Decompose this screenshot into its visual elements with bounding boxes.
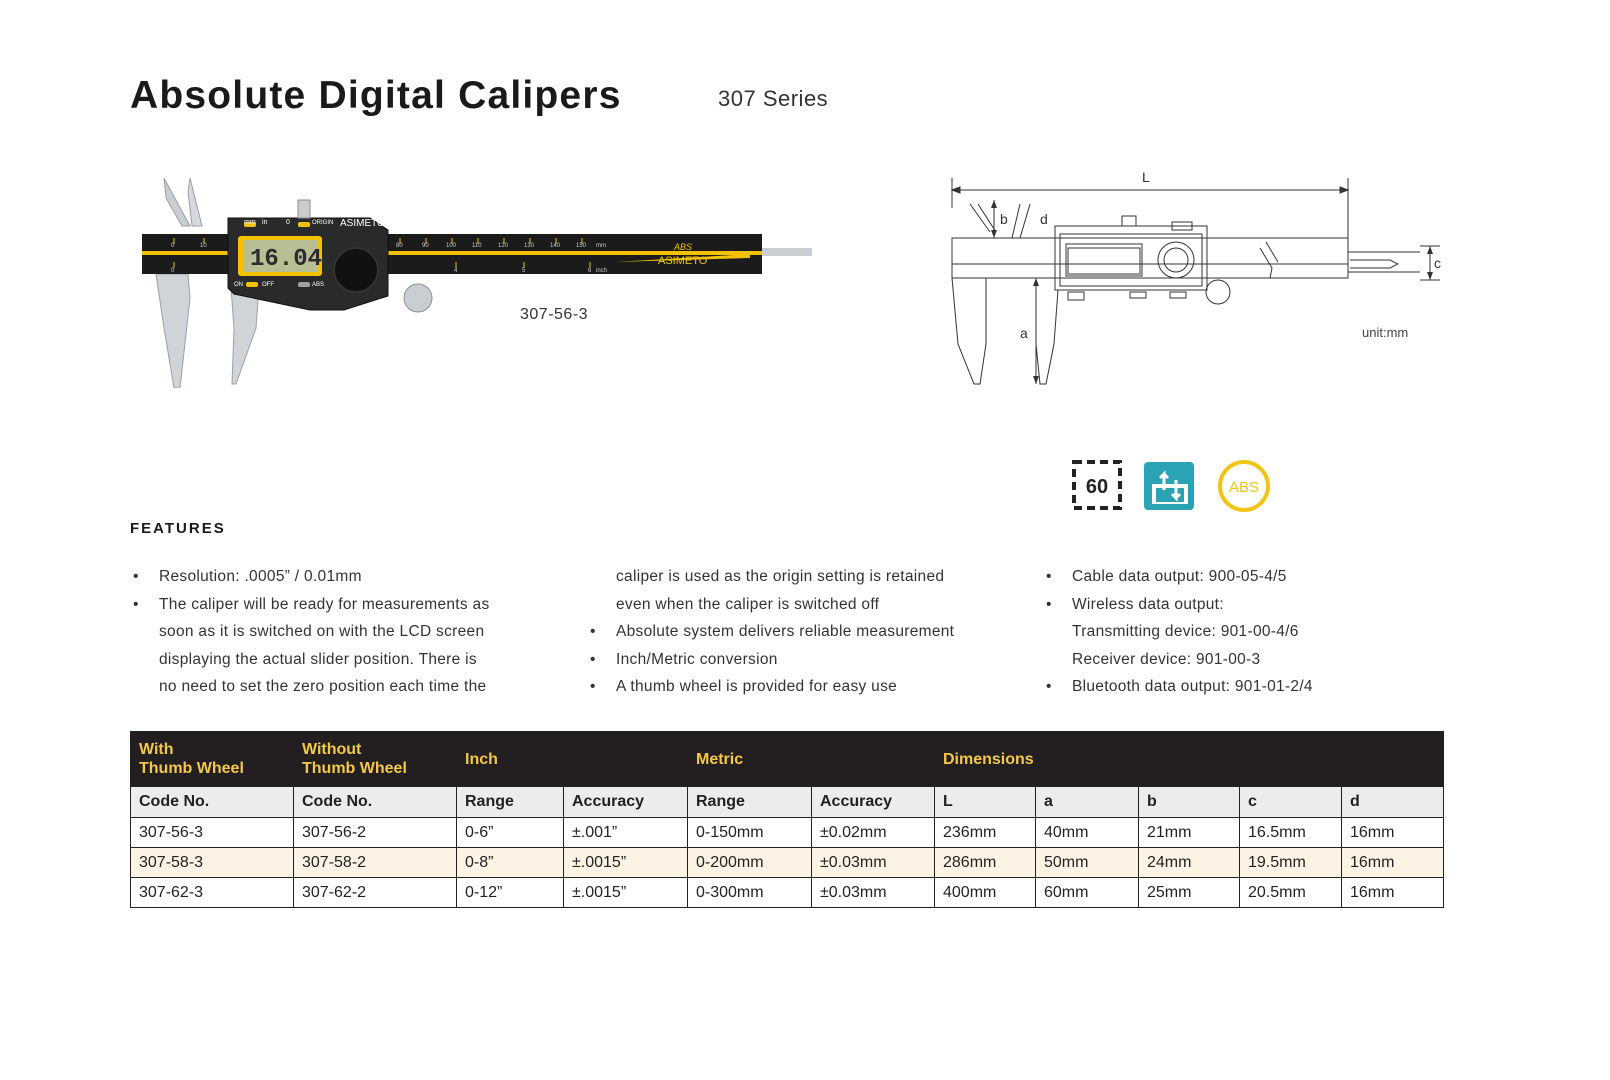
inch-scale-5: 5 [522,268,526,274]
feature-item-continuation: displaying the actual slider position. There is [159,650,477,668]
abs-badge-icon [1220,462,1268,510]
metric-scale-10: 10 [200,243,207,249]
column-header: c [1240,787,1342,818]
column-header: a [1036,787,1139,818]
table-cell: 21mm [1139,818,1240,848]
table-cell: 16mm [1342,818,1444,848]
feature-item: • A thumb wheel is provided for easy use [587,673,1007,701]
inch-scale-6: 6 [588,268,592,274]
group-header-inch: Inch [457,732,688,787]
table-cell: 286mm [935,848,1036,878]
inch-scale-unit: inch [596,268,608,274]
ip60-badge-label: 60 [1085,476,1109,498]
table-cell: 0-200mm [688,848,812,878]
table-cell: 307-58-2 [294,848,457,878]
table-row [131,848,1444,878]
data-output-badge-icon [1144,462,1194,510]
metric-scale-80: 80 [396,243,403,249]
table-cell: ±0.03mm [812,878,935,908]
group-header-without-thumb-wheel: Without Thumb Wheel [294,732,457,787]
table-cell: 307-56-3 [131,818,294,848]
table-cell: 16.5mm [1240,818,1342,848]
table-cell: 25mm [1139,878,1240,908]
column-header: b [1139,787,1240,818]
feature-item-continuation: Transmitting device: 901-00-4/6 [1072,623,1299,640]
table-cell: ±.001” [564,818,688,848]
dim-c-label: c [1434,255,1441,271]
feature-item: • The caliper will be ready for measurements as [130,591,560,619]
feature-badges [1072,460,1272,514]
metric-scale-110: 110 [472,243,482,249]
feature-item: • Resolution: .0005” / 0.01mm [130,563,560,591]
metric-scale-unit: mm [596,243,606,249]
switch-origin-label: ORIGIN [312,220,334,226]
photo-code-label: 307-56-3 [520,306,589,323]
table-cell: ±.0015” [564,878,688,908]
caliper-photo [138,178,838,388]
inch-scale-0: 0 [171,268,175,274]
dim-b-label: b [1000,211,1008,227]
table-cell: 0-150mm [688,818,812,848]
features-column-1 [130,563,560,701]
dim-a-label: a [1020,325,1028,341]
lcd-reading: 16.04 [250,246,323,273]
column-header: Range [457,787,564,818]
caliper-abs-logo: ABS [674,242,693,252]
column-header: L [935,787,1036,818]
table-cell: 307-62-2 [294,878,457,908]
column-header: d [1342,787,1444,818]
feature-item: • Inch/Metric conversion [587,646,1007,674]
table-cell: 40mm [1036,818,1139,848]
column-header: Range [688,787,812,818]
column-header: Accuracy [812,787,935,818]
switch-abs-label: ABS [312,282,325,288]
group-header-dimensions: Dimensions [935,732,1444,787]
unit-label: unit:mm [1362,325,1409,340]
feature-item: • Absolute system delivers reliable measurement [587,618,1007,646]
caliper-brand-label: ASIMETO [340,218,385,229]
table-cell: 0-300mm [688,878,812,908]
table-cell: 400mm [935,878,1036,908]
table-row [131,818,1444,848]
column-header: Accuracy [564,787,688,818]
table-cell: ±.0015” [564,848,688,878]
dimension-drawing [950,168,1450,398]
group-header-metric: Metric [688,732,935,787]
switch-off-label: OFF [262,282,274,288]
table-cell: 0-6” [457,818,564,848]
features-heading: FEATURES [130,520,226,537]
metric-scale-0: 0 [171,243,175,249]
series-label: 307 Series [718,86,829,111]
table-cell: 0-12” [457,878,564,908]
abs-badge-label: ABS [1228,479,1260,496]
table-cell: 16mm [1342,878,1444,908]
table-cell: 50mm [1036,848,1139,878]
inch-scale-4: 4 [454,268,458,274]
metric-scale-120: 120 [498,243,509,249]
table-cell: ±0.03mm [812,848,935,878]
metric-scale-150: 150 [576,243,587,249]
table-cell: 236mm [935,818,1036,848]
feature-item: • Cable data output: 900-05-4/5 [1043,563,1443,591]
column-header: Code No. [131,787,294,818]
column-header: Code No. [294,787,457,818]
feature-item-continuation: no need to set the zero position each time the [159,678,487,695]
group-header-with-thumb-wheel: With Thumb Wheel [131,732,294,787]
table-cell: 24mm [1139,848,1240,878]
ip60-badge-icon [1074,462,1120,508]
table-cell: 16mm [1342,848,1444,878]
metric-scale-100: 100 [446,243,457,249]
switch-on-label: ON [234,282,243,288]
table-cell: 60mm [1036,878,1139,908]
feature-item-continuation: soon as it is switched on with the LCD screen [159,623,485,640]
switch-in-label: in [262,219,268,226]
features-column-3 [1043,563,1443,701]
features-column-2 [587,563,1007,701]
feature-item-continuation: even when the caliper is switched off [616,595,880,613]
feature-item: • Bluetooth data output: 901-01-2/4 [1043,673,1443,701]
table-row [131,878,1444,908]
table-cell: ±0.02mm [812,818,935,848]
feature-item: • Wireless data output: [1043,591,1443,619]
table-cell: 307-56-2 [294,818,457,848]
table-group-header-row [131,732,1444,787]
table-column-header-row [131,787,1444,818]
table-cell: 0-8” [457,848,564,878]
feature-item-continuation: Receiver device: 901-00-3 [1072,650,1261,668]
metric-scale-90: 90 [422,243,429,249]
table-cell: 307-62-3 [131,878,294,908]
feature-item-continuation: caliper is used as the origin setting is retained [616,568,945,585]
page-title: Absolute Digital Calipers [130,74,622,117]
dim-L-label: L [1142,169,1150,185]
switch-mm-label: mm [244,219,256,226]
caliper-brand-scale-label: ASIMETO [658,255,708,267]
switch-zero-label: 0 [286,219,290,226]
table-cell: 19.5mm [1240,848,1342,878]
table-cell: 20.5mm [1240,878,1342,908]
dim-d-label: d [1040,211,1048,227]
metric-scale-140: 140 [550,243,561,249]
metric-scale-130: 130 [524,243,535,249]
spec-table [130,731,1444,908]
table-cell: 307-58-3 [131,848,294,878]
